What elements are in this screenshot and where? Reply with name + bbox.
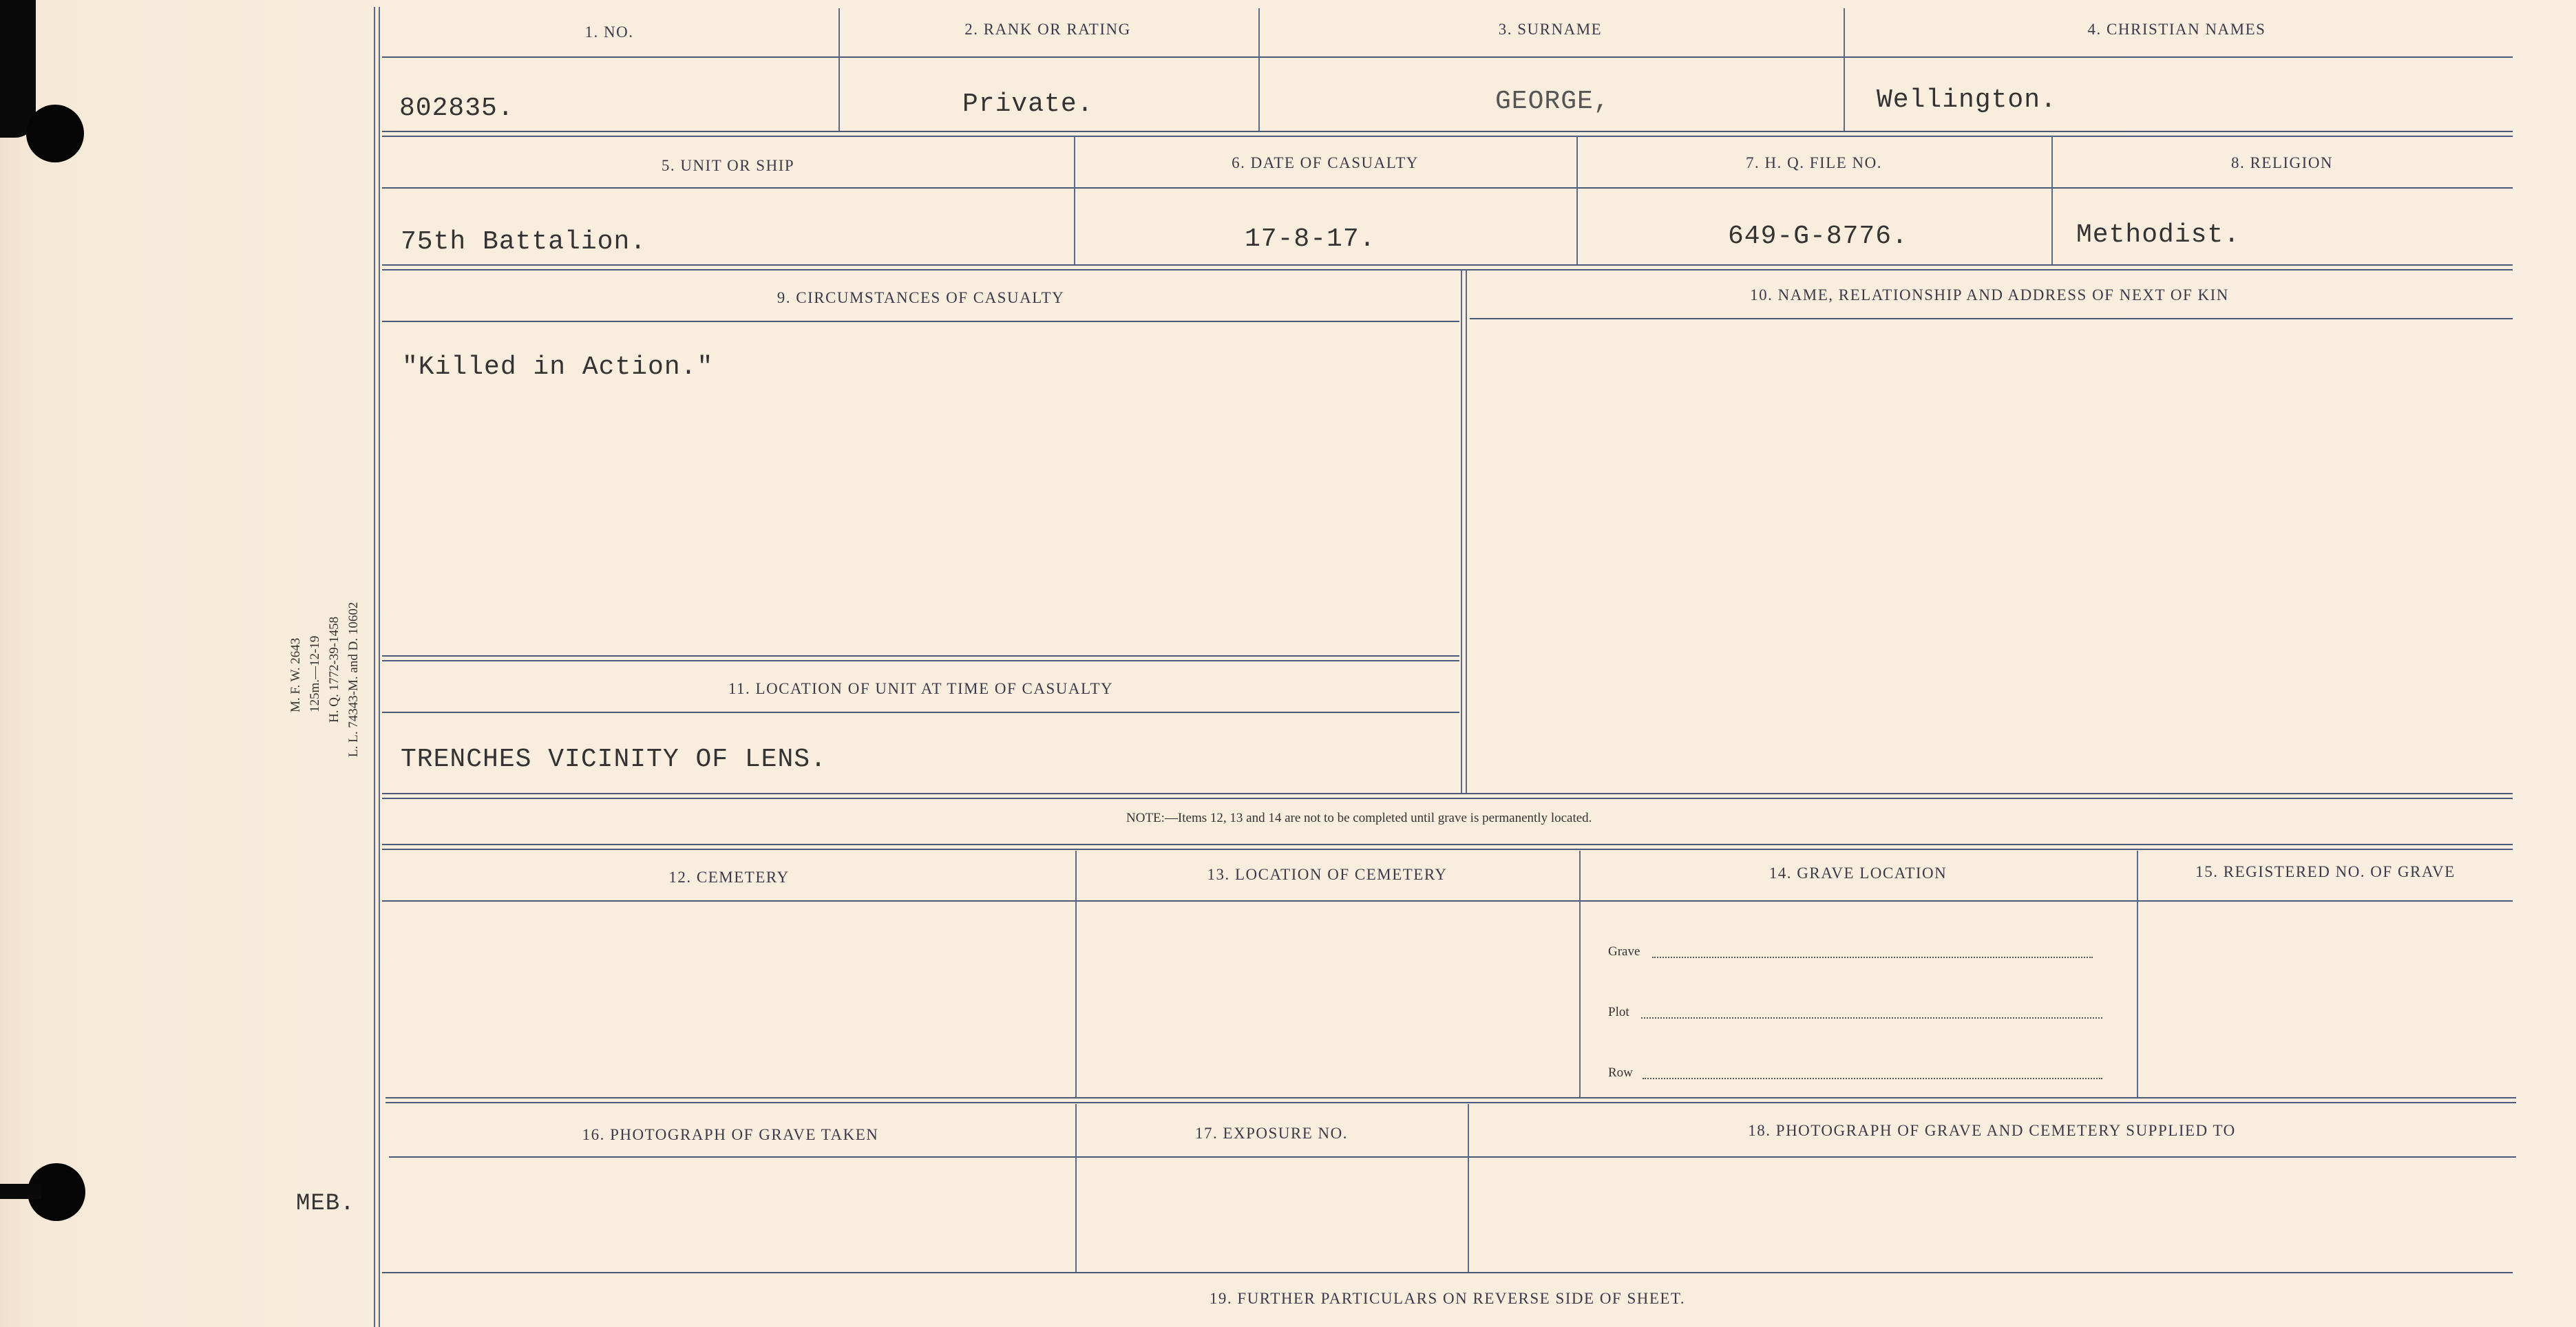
value-no: 802835.: [399, 94, 514, 123]
divider: [1075, 1104, 1077, 1272]
rule: [382, 900, 2513, 902]
value-religion: Methodist.: [2076, 220, 2241, 250]
label-row: Row: [1608, 1065, 1633, 1080]
row-dots: [1643, 1078, 2102, 1079]
value-hq-file: 649-G-8776.: [1728, 222, 1908, 251]
divider: [1468, 1104, 1469, 1272]
divider: [1258, 8, 1260, 131]
note-text: NOTE:—Items 12, 13 and 14 are not to be completed until grave is permanently located.: [1126, 811, 1592, 825]
value-date: 17-8-17.: [1245, 224, 1376, 254]
label-grave: Grave: [1608, 944, 1640, 959]
divider: [1579, 851, 1581, 1097]
label-location-cemetery: 13. LOCATION OF CEMETERY: [1207, 866, 1448, 883]
value-circumstances: "Killed in Action.": [402, 352, 714, 382]
label-location-unit: 11. LOCATION OF UNIT AT TIME OF CASUALTY: [728, 680, 1114, 697]
initials: MEB.: [296, 1191, 355, 1217]
rule: [1470, 318, 2513, 319]
plot-dots: [1641, 1017, 2102, 1019]
rule: [382, 187, 2513, 189]
label-christian-names: 4. CHRISTIAN NAMES: [2087, 21, 2266, 38]
label-unit: 5. UNIT OR SHIP: [661, 157, 795, 174]
rule: [386, 1097, 2516, 1103]
hole-tab: [0, 1184, 41, 1199]
divider: [1461, 270, 1467, 793]
left-border: [374, 7, 380, 1327]
label-religion: 8. RELIGION: [2230, 154, 2334, 171]
divider: [1074, 136, 1075, 264]
grave-dots: [1652, 957, 2093, 958]
label-hq-file: 7. H. Q. FILE NO.: [1746, 154, 1882, 171]
divider: [1576, 136, 1578, 264]
divider: [1844, 8, 1845, 131]
label-date: 6. DATE OF CASUALTY: [1232, 154, 1419, 171]
label-surname: 3. SURNAME: [1498, 21, 1603, 38]
rule: [382, 712, 1459, 713]
label-exposure: 17. EXPOSURE NO.: [1194, 1125, 1349, 1142]
divider: [2137, 851, 2138, 1097]
rule: [382, 131, 2513, 137]
rule: [382, 793, 2513, 799]
rule: [382, 321, 1459, 322]
label-photo-taken: 16. PHOTOGRAPH OF GRAVE TAKEN: [582, 1126, 879, 1143]
rule: [382, 655, 1459, 661]
casualty-form-card: M. F. W. 2643 125m.—12-19 H. Q. 1772-39-1458 L. L. 74343-M. and D. 10602 MEB. 1. NO. 2. RANK OR RATING 3. SURNAME 4. CHRISTIAN NAMES 802835. Private. GEORGE, Wellington. 5. UNIT OR SHIP 6. DATE OF CASUALTY 7. H. Q. FILE NO. 8. RELIGION 75th Battalion. 17-8-17. 649-G-8776. Methodist. 9. CIRCUMSTANCES OF CASUALTY 10. NAME, RELATIONSHIP AND ADDRESS OF NEXT OF KIN "Killed in Action." 11. LOCATION OF UNIT AT TIME OF CASUALTY TRENCHES VICINITY OF LENS. NOTE:—Items 12, 13 and 14 are not to be completed until grave is permanently located. 12. CEMETERY 13. LOCATION OF CEMETERY 14. GRAVE LOCATION 15. REGISTERED NO. OF GRAVE Grave Plot Row 16. PHOTOGRAPH OF GRAVE TAKEN 17. EXPOSURE NO. 18. PHOTOGRAPH OF GRAVE AND CEMETERY SUPPLIED TO 19. FURTHER PARTICULARS ON REVERSE SIDE OF SHEET.: [0, 0, 2576, 1327]
rule: [382, 56, 2513, 58]
label-next-of-kin: 10. NAME, RELATIONSHIP AND ADDRESS OF NEXT OF KIN: [1750, 286, 2229, 304]
label-cemetery: 12. CEMETERY: [668, 869, 790, 886]
value-unit: 75th Battalion.: [401, 227, 647, 257]
value-christian-names: Wellington.: [1877, 85, 2057, 115]
label-photo-supplied: 18. PHOTOGRAPH OF GRAVE AND CEMETERY SUPPLIED TO: [1748, 1122, 2236, 1139]
label-no: 1. NO.: [584, 23, 634, 41]
label-plot: Plot: [1608, 1005, 1629, 1019]
label-grave-location: 14. GRAVE LOCATION: [1769, 864, 1947, 882]
rule: [389, 1156, 2516, 1158]
rule: [382, 844, 2513, 850]
value-surname: GEORGE,: [1495, 87, 1610, 116]
value-rank: Private.: [962, 89, 1094, 119]
value-location-unit: TRENCHES VICINITY OF LENS.: [401, 745, 827, 774]
rule: [382, 264, 2513, 270]
label-further: 19. FURTHER PARTICULARS ON REVERSE SIDE OF SHEET.: [1209, 1290, 1686, 1307]
divider: [1075, 851, 1077, 1097]
punch-hole-top: [26, 105, 84, 162]
divider: [2051, 136, 2053, 264]
divider: [838, 8, 840, 131]
label-circumstances: 9. CIRCUMSTANCES OF CASUALTY: [777, 289, 1065, 306]
rule: [382, 1272, 2513, 1273]
label-registered-no: 15. REGISTERED NO. OF GRAVE: [2195, 863, 2456, 880]
label-rank: 2. RANK OR RATING: [964, 21, 1131, 38]
